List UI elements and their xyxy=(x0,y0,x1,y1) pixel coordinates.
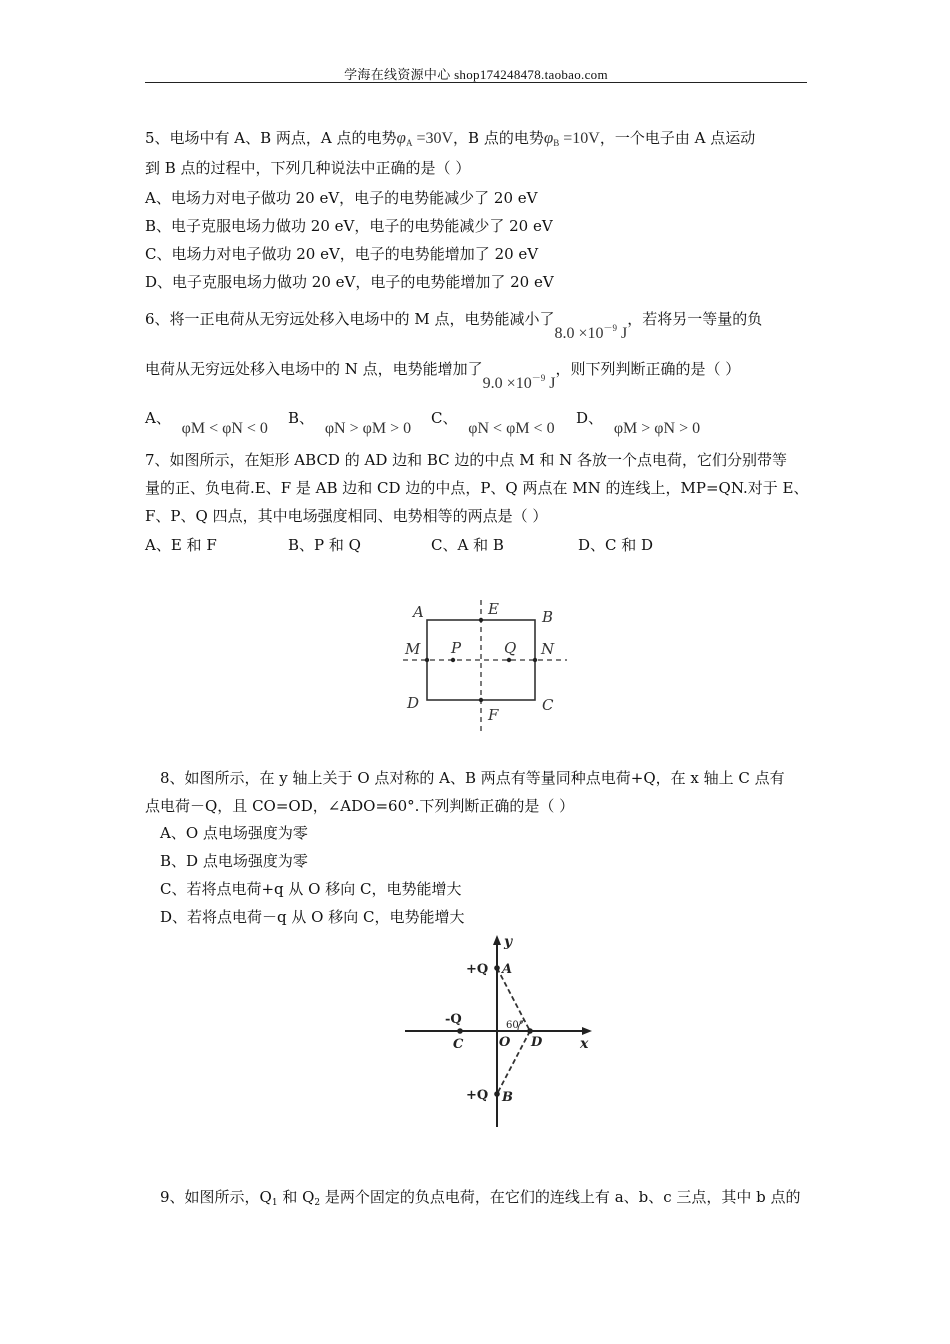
q5-phiB: φ xyxy=(543,128,554,147)
label-a: A xyxy=(413,603,424,621)
q5-valA: =30V xyxy=(412,130,454,147)
q7-line2: 量的正、负电荷.E、F 是 AB 边和 CD 边的中点，P、Q 两点在 MN 的连线上，MP=QN.对于 E、 xyxy=(145,479,809,497)
q6-val2-base: 9.0 ×10 xyxy=(482,375,532,392)
point-d xyxy=(527,1028,533,1034)
label-d-point: D xyxy=(531,1035,543,1050)
label-a-point: A xyxy=(502,962,513,977)
point-a xyxy=(494,965,500,971)
q5-option-a: A、电场力对电子做功 20 eV，电子的电势能减少了 20 eV xyxy=(145,189,538,207)
q6-val1-base: 8.0 ×10 xyxy=(554,325,604,342)
label-f: F xyxy=(488,706,499,724)
q6-line1-text: 6、将一正电荷从无穷远处移入电场中的 M 点，电势能减小了 xyxy=(145,310,555,328)
point-b xyxy=(494,1091,500,1097)
q5-pre: 5、电场中有 A、B 两点，A 点的电势 xyxy=(145,129,397,147)
q6-option-c xyxy=(431,407,555,437)
q6-option-a-math: φM < φN < 0 xyxy=(181,420,268,437)
q6-option-d-math: φM > φN > 0 xyxy=(613,420,701,437)
q9-line1 xyxy=(160,1187,801,1213)
label-plus-q-top: +Q xyxy=(466,962,489,977)
label-x: x xyxy=(580,1036,589,1052)
q6-line1-end: ，若将另一等量的负 xyxy=(627,310,763,328)
point-n xyxy=(533,658,537,662)
q6-line2-text: 电荷从无穷远处移入电场中的 N 点，电势能增加了 xyxy=(145,360,483,378)
label-minus-q: -Q xyxy=(445,1012,462,1027)
q6-line2-end: ，则下列判断正确的是（ ） xyxy=(555,360,741,378)
q5-option-d: D、电子克服电场力做功 20 eV，电子的电势能增加了 20 eV xyxy=(145,273,554,291)
label-d: D xyxy=(407,694,420,712)
q9-pre: 9、如图所示，Q xyxy=(160,1188,272,1206)
q5-line1 xyxy=(145,128,755,153)
q6-option-d xyxy=(576,407,701,437)
q8-option-c: C、若将点电荷+q 从 O 移向 C，电势能增大 xyxy=(160,880,462,898)
q5-subA: A xyxy=(405,138,413,148)
q8-axes-figure xyxy=(400,932,600,1132)
point-m xyxy=(425,658,429,662)
q9-sub2: 2 xyxy=(314,1198,321,1208)
page-header: 学海在线资源中心 shop174248478.taobao.com xyxy=(344,67,608,82)
q6-val2-exp: －9 xyxy=(531,373,546,383)
x-axis-arrow-icon xyxy=(582,1027,592,1035)
q6-option-c-math: φN < φM < 0 xyxy=(468,420,555,437)
label-angle: 60° xyxy=(506,1020,524,1031)
q7-line3: F、P、Q 四点，其中电场强度相同、电势相等的两点是（ ） xyxy=(145,507,548,525)
q9-post: 是两个固定的负点电荷，在它们的连线上有 a、b、c 三点，其中 b 点的 xyxy=(320,1188,801,1206)
q6-option-a-label: A、 xyxy=(145,409,171,427)
q7-option-d: D、C 和 D xyxy=(578,536,654,554)
label-y: y xyxy=(504,934,513,950)
q9-mid: 和 Q xyxy=(277,1188,315,1206)
y-axis-arrow-icon xyxy=(493,935,501,945)
q6-option-b xyxy=(288,407,412,437)
q6-option-d-label: D、 xyxy=(576,409,604,427)
point-c xyxy=(457,1028,463,1034)
q8-line2: 点电荷－Q，且 CO=OD，∠ADO=60°.下列判断正确的是（ ） xyxy=(145,797,575,815)
label-o-point: O xyxy=(499,1035,511,1050)
q5-line2: 到 B 点的过程中，下列几种说法中正确的是（ ） xyxy=(145,159,471,177)
label-c: C xyxy=(542,696,554,714)
label-e: E xyxy=(488,600,499,618)
q5-option-c: C、电场力对电子做功 20 eV，电子的电势能增加了 20 eV xyxy=(145,245,539,263)
q8-option-a: A、O 点电场强度为零 xyxy=(160,824,308,842)
q7-line1: 7、如图所示，在矩形 ABCD 的 AD 边和 BC 边的中点 M 和 N 各放一个点电荷，它们分别带等 xyxy=(145,451,787,469)
q6-val1-unit: J xyxy=(617,325,628,342)
label-b: B xyxy=(542,608,554,626)
point-p xyxy=(451,658,455,662)
q6-option-c-label: C、 xyxy=(431,409,458,427)
q8-option-d: D、若将点电荷－q 从 O 移向 C，电势能增大 xyxy=(160,908,465,926)
q7-rectangle-figure xyxy=(395,595,580,740)
q5-option-b: B、电子克服电场力做功 20 eV，电子的电势能减少了 20 eV xyxy=(145,217,553,235)
point-f xyxy=(479,698,483,702)
label-plus-q-bottom: +Q xyxy=(466,1088,489,1103)
label-c-point: C xyxy=(453,1037,464,1052)
q6-option-b-label: B、 xyxy=(288,409,315,427)
q7-option-a: A、E 和 F xyxy=(145,536,217,554)
q6-option-a xyxy=(145,407,268,437)
q9-sub1: 1 xyxy=(271,1198,278,1208)
label-p: P xyxy=(451,639,462,657)
q6-val2 xyxy=(483,375,556,392)
q6-val1-exp: －9 xyxy=(603,323,617,333)
q8-option-b: B、D 点电场强度为零 xyxy=(160,852,308,870)
q8-line1: 8、如图所示，在 y 轴上关于 O 点对称的 A、B 两点有等量同种点电荷+Q，在 x 轴上 C 点有 xyxy=(160,769,785,787)
q5-valB: =10V xyxy=(559,130,600,147)
label-q: Q xyxy=(504,639,517,657)
point-e xyxy=(479,618,483,622)
q6-val2-unit: J xyxy=(545,375,556,392)
label-b-point: B xyxy=(502,1090,513,1105)
q5-post: ，一个电子由 A 点运动 xyxy=(599,129,756,147)
label-n: N xyxy=(541,640,555,658)
q5-phiA: φ xyxy=(396,128,406,147)
q5-mid: ，B 点的电势 xyxy=(453,129,544,147)
header-rule xyxy=(145,82,807,83)
q5-subB: B xyxy=(553,138,560,148)
point-q xyxy=(507,658,511,662)
q7-option-b: B、P 和 Q xyxy=(288,536,361,554)
q6-option-b-math: φN > φM > 0 xyxy=(324,420,412,437)
q7-option-c: C、A 和 B xyxy=(431,536,504,554)
label-m: M xyxy=(405,640,421,658)
q6-val1 xyxy=(554,325,627,342)
